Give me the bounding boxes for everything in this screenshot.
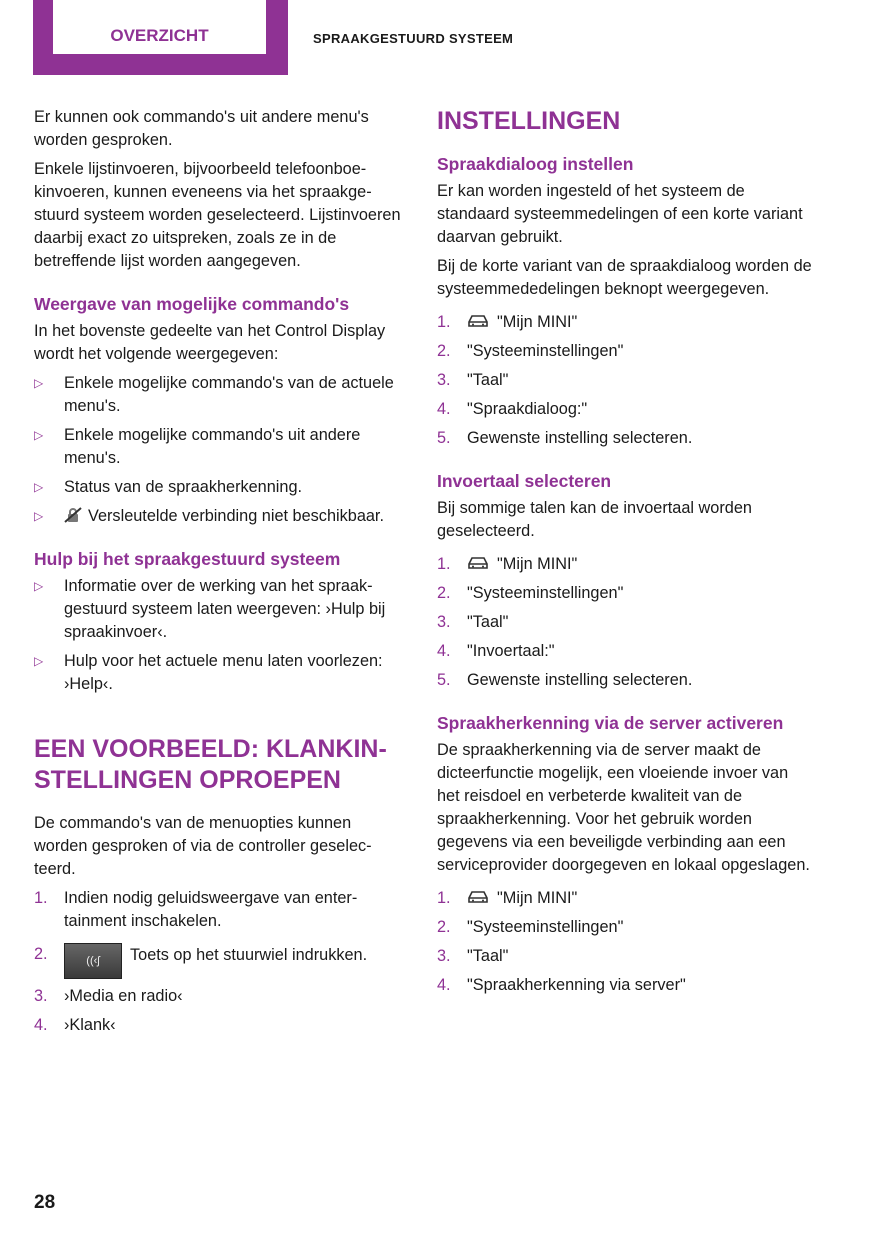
voice-button-icon: ((‹ʃ: [64, 943, 122, 979]
step-list: [437, 311, 813, 450]
page-number: 28: [34, 1192, 56, 1213]
step-list: [437, 887, 813, 997]
section-heading: Spraakherkenning via de server activeren: [437, 713, 784, 733]
paragraph: Enkele lijstinvoeren, bijvoorbeeld telefoonboekinvoeren, kunnen eveneens via het spraakgestuurd systeem worden geselecteerd. Lijstinvoeren daarbij exact zo uitspreken, zoals ze in de betreffende lijst worden aangegeven.: [34, 160, 401, 270]
car-icon: [467, 314, 489, 328]
list-item: 2. "Systeeminstellingen": [437, 584, 624, 602]
list-item: ▷ Informatie over de werking van het spraakgestuurd systeem laten weergeven: ›Hulp bij spraakinvoer‹.: [34, 577, 386, 641]
car-icon: [467, 890, 489, 904]
car-icon: [467, 556, 489, 570]
paragraph: De spraakherkenning via de server maakt de dicteerfunctie mogelijk, een vloeiende invoer van het reisdoel en verbeterde kwaliteit van de spraakherkenning. Voor het gebruik worden gegevens via een beveiligde verbinding aan een serviceprovider doorgegeven en lokaal opgeslagen.: [437, 741, 810, 874]
section-heading: Weergave van mogelijke commando's: [34, 294, 350, 314]
paragraph: De commando's van de menuopties kunnen worden gesproken of via de controller geselecteerd.: [34, 814, 372, 878]
list-item: 1. "Mijn MINI": [437, 555, 578, 573]
list-item: 1. "Mijn MINI": [437, 889, 578, 907]
paragraph: In het bovenste gedeelte van het Control Display wordt het volgende weergegeven:: [34, 322, 386, 363]
list-item: 4. "Spraakdialoog:": [437, 400, 588, 418]
right-column: [437, 106, 813, 1003]
section-tab-label: OVERZICHT: [110, 26, 209, 45]
paragraph: Er kunnen ook commando's uit andere menu's worden gesproken.: [34, 108, 369, 149]
paragraph: Bij de korte variant van de spraakdialoog worden de systeemmededelingen beknopt weergegeven.: [437, 257, 812, 298]
triangle-bullet-icon: ▷: [34, 428, 44, 442]
list-item: 4. "Spraakherkenning via server": [437, 976, 686, 994]
chapter-heading: INSTELLINGEN: [437, 107, 621, 135]
section-heading: Invoertaal selecteren: [437, 471, 612, 491]
list-item: 2. "Systeeminstellingen": [437, 342, 624, 360]
triangle-bullet-icon: ▷: [34, 579, 44, 593]
list-item: 3. ›Media en radio‹: [34, 987, 183, 1005]
section-heading: Hulp bij het spraakgestuurd systeem: [34, 549, 341, 569]
left-column: [34, 106, 406, 1043]
list-item: ▷ Enkele mogelijke commando's uit andere menu's.: [34, 426, 361, 467]
list-item: 1. "Mijn MINI": [437, 313, 578, 331]
section-tab: [33, 0, 288, 75]
list-item: 5. Gewenste instelling selecteren.: [437, 671, 693, 689]
step-list: [34, 887, 406, 1037]
list-item: 2. ((‹ʃ Toets op het stuurwiel indrukken.: [34, 943, 406, 979]
triangle-bullet-icon: ▷: [34, 654, 44, 668]
list-item: 4. "Invoertaal:": [437, 642, 555, 660]
running-title: SPRAAKGESTUURD SYSTEEM: [313, 31, 514, 46]
bullet-list: [34, 575, 406, 696]
list-item: ▷ Versleutelde verbinding niet beschikbaar.: [34, 505, 406, 528]
step-list: [437, 553, 813, 692]
crossed-lock-icon: [64, 507, 82, 523]
triangle-bullet-icon: ▷: [34, 376, 44, 390]
paragraph: Bij sommige talen kan de invoertaal worden geselecteerd.: [437, 499, 752, 540]
list-item: ▷ Status van de spraakherkenning.: [34, 476, 406, 499]
triangle-bullet-icon: ▷: [34, 480, 44, 494]
list-item: 3. "Taal": [437, 613, 509, 631]
triangle-bullet-icon: ▷: [34, 509, 44, 523]
list-item: 5. Gewenste instelling selecteren.: [437, 429, 693, 447]
list-item: 3. "Taal": [437, 947, 509, 965]
paragraph: Er kan worden ingesteld of het systeem de standaard systeemmedelingen of een korte variant daarvan gebruikt.: [437, 182, 803, 246]
section-heading: Spraakdialoog instellen: [437, 154, 634, 174]
list-item: 1. Indien nodig geluidsweergave van entertainment inschakelen.: [34, 889, 358, 930]
list-item: ▷ Enkele mogelijke commando's van de actuele menu's.: [34, 374, 394, 415]
list-item: 2. "Systeeminstellingen": [437, 918, 624, 936]
list-item: 3. "Taal": [437, 371, 509, 389]
list-item: 4. ›Klank‹: [34, 1016, 116, 1034]
chapter-heading: EEN VOORBEELD: KLANKINSTELLINGEN OPROEPEN: [34, 735, 387, 794]
list-item: ▷ Hulp voor het actuele menu laten voorlezen: ›Help‹.: [34, 652, 383, 693]
bullet-list: [34, 372, 406, 528]
